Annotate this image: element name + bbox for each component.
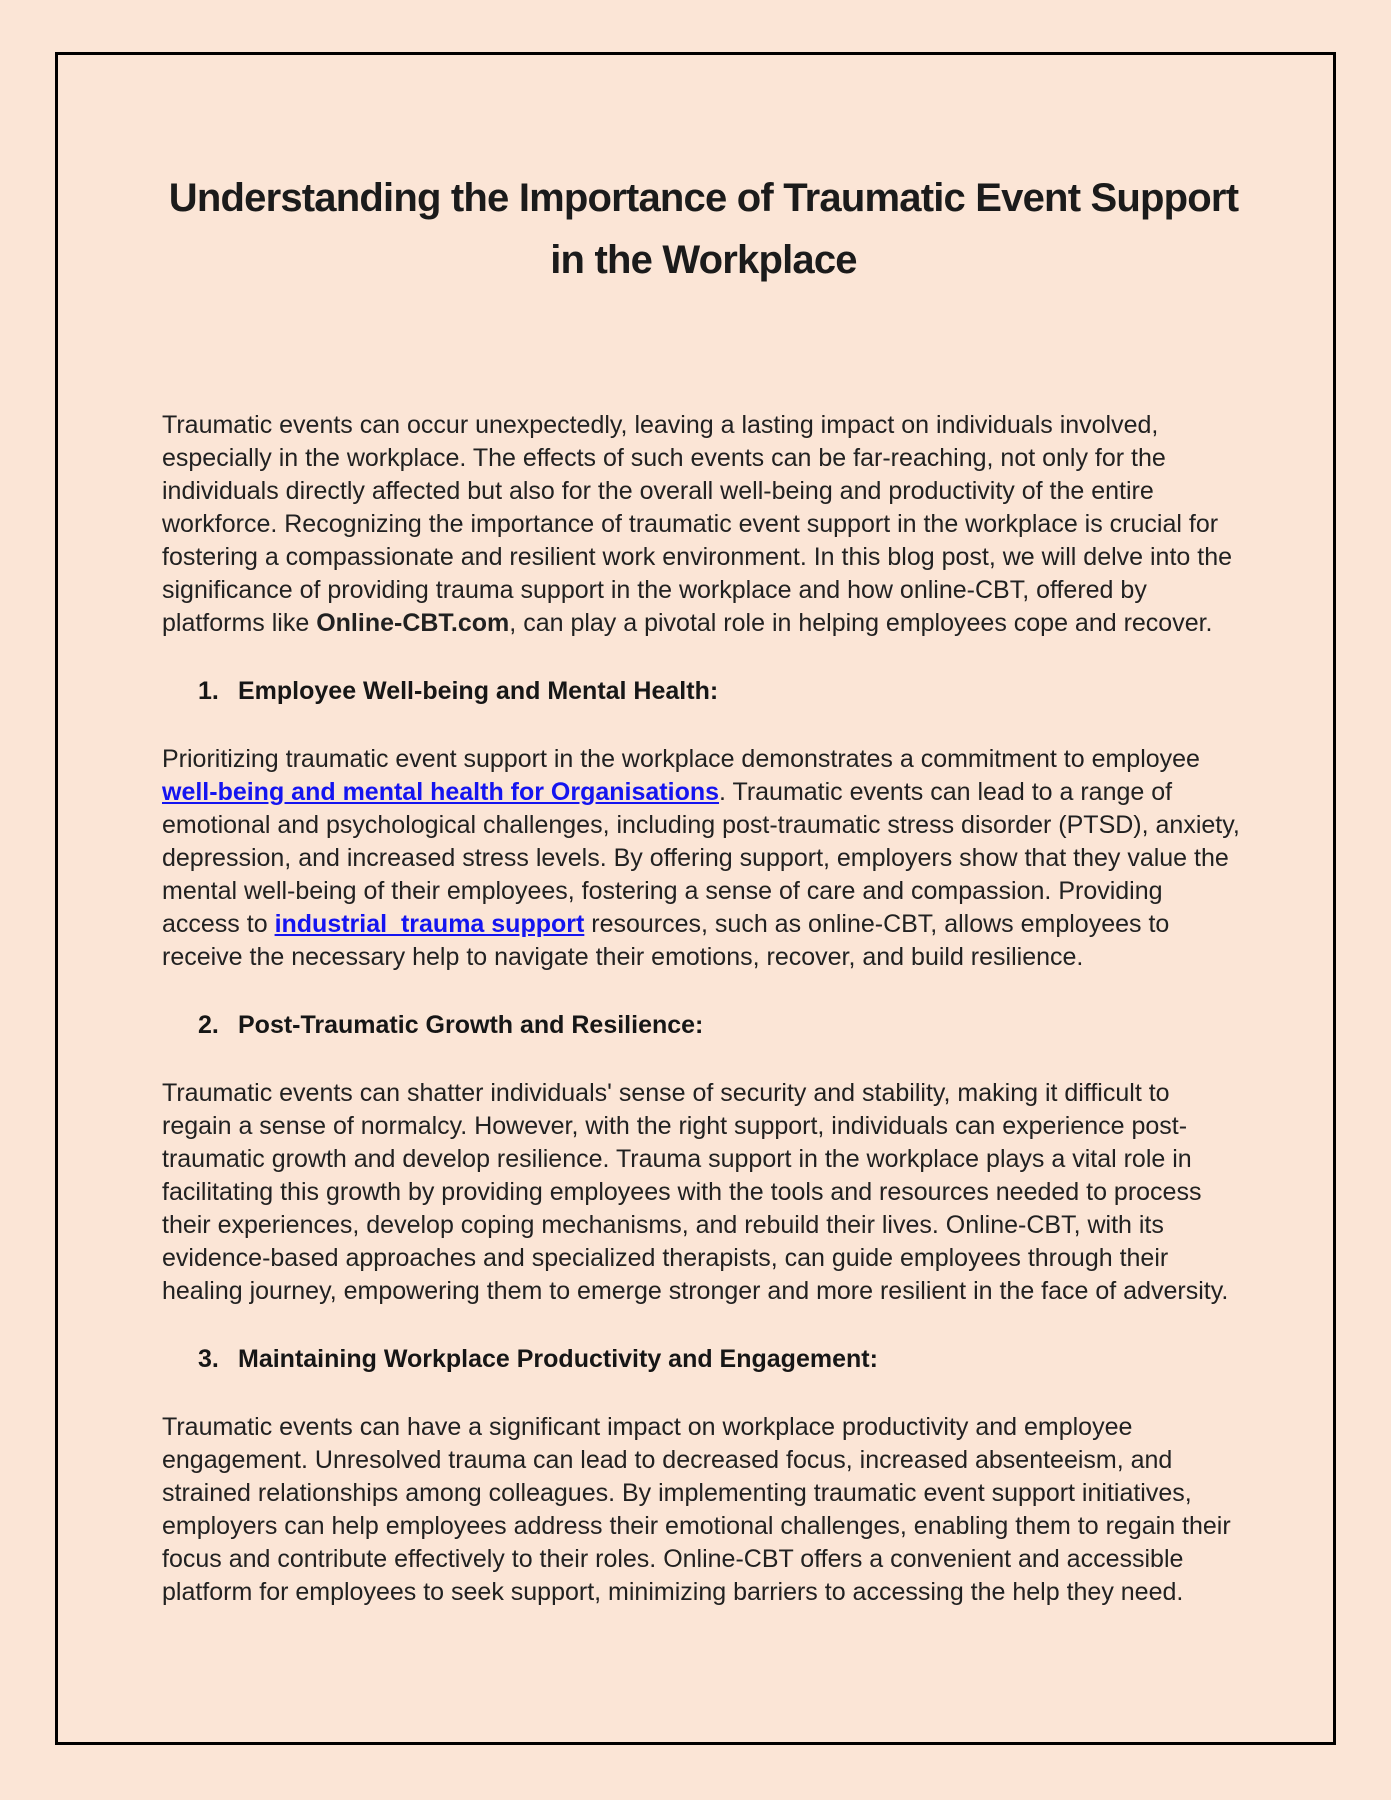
text-run: Traumatic events can have a significant impact on workplace productivity and employee engagement. Unresolved trauma can lead to decreased focus, increased absenteeism, and strained relationships among colleagues. By implementing traumatic event support initiatives, employers can help employees address their emotional challenges, enabling them to regain their focus and contribute effectively to their roles. Online-CBT offers a convenient and accessible platform for employees to seek support, minimizing barriers to accessing the help they need. [162, 1413, 1231, 1606]
text-run: , can play a pivotal role in helping employees cope and recover. [509, 609, 1213, 637]
page-title-line-2: in the Workplace [550, 238, 857, 282]
section-heading-text-1: Employee Well-being and Mental Health: [238, 677, 719, 705]
text-run: . Traumatic events can lead to a range of emotional and psychological challenges, including post-traumatic stress disorder (PTSD), anxiety, depression, and increased stress levels. By offering support, employers show that they value the mental well-being of their employees, fostering a sense of care and compassion. Providing access to [162, 778, 1240, 938]
section-number-2: 2. [198, 1011, 219, 1039]
inline-link[interactable]: industrial trauma support [274, 910, 585, 938]
intro-paragraph [162, 409, 1245, 640]
section-body-3 [162, 1411, 1245, 1609]
section-heading-text-2: Post-Traumatic Growth and Resilience: [238, 1011, 704, 1039]
section-number-1: 1. [198, 677, 219, 705]
inline-link[interactable]: well-being and mental health for Organisations [162, 778, 720, 806]
section-body-2 [162, 1077, 1245, 1308]
section-number-3: 3. [198, 1345, 219, 1373]
text-run: resources, such as online-CBT, allows employees to receive the necessary help to navigate their emotions, recover, and build resilience. [162, 910, 1170, 971]
section-heading-3 [162, 1343, 1245, 1376]
section-body-1 [162, 743, 1245, 974]
document-content [58, 55, 1333, 1609]
page-border-frame [55, 52, 1336, 1745]
section-heading-text-3: Maintaining Workplace Productivity and Engagement: [238, 1345, 878, 1373]
section-heading-2 [162, 1009, 1245, 1042]
page-title-line-1: Understanding the Importance of Traumatic Event Support [168, 176, 1239, 220]
text-run: Prioritizing traumatic event support in the workplace demonstrates a commitment to employee [162, 745, 1200, 773]
text-run: Traumatic events can shatter individuals' sense of security and stability, making it difficult to regain a sense of normalcy. However, with the right support, individuals can experience post-traumatic growth and develop resilience. Trauma support in the workplace plays a vital role in facilitating this growth by providing employees with the tools and resources needed to process their experiences, develop coping mechanisms, and rebuild their lives. Online-CBT, with its evidence-based approaches and specialized therapists, can guide employees through their healing journey, empowering them to emerge stronger and more resilient in the face of adversity. [162, 1079, 1229, 1305]
text-run: Online-CBT.com [316, 609, 510, 637]
text-run: Traumatic events can occur unexpectedly, leaving a lasting impact on individuals involved, especially in the workplace. The effects of such events can be far-reaching, not only for the individuals directly affected but also for the overall well-being and productivity of the entire workforce. Recognizing the importance of traumatic event support in the workplace is crucial for fostering a compassionate and resilient work environment. In this blog post, we will delve into the significance of providing trauma support in the workplace and how online-CBT, offered by platforms like [162, 411, 1233, 637]
page-title [162, 167, 1245, 291]
section-heading-1 [162, 675, 1245, 708]
